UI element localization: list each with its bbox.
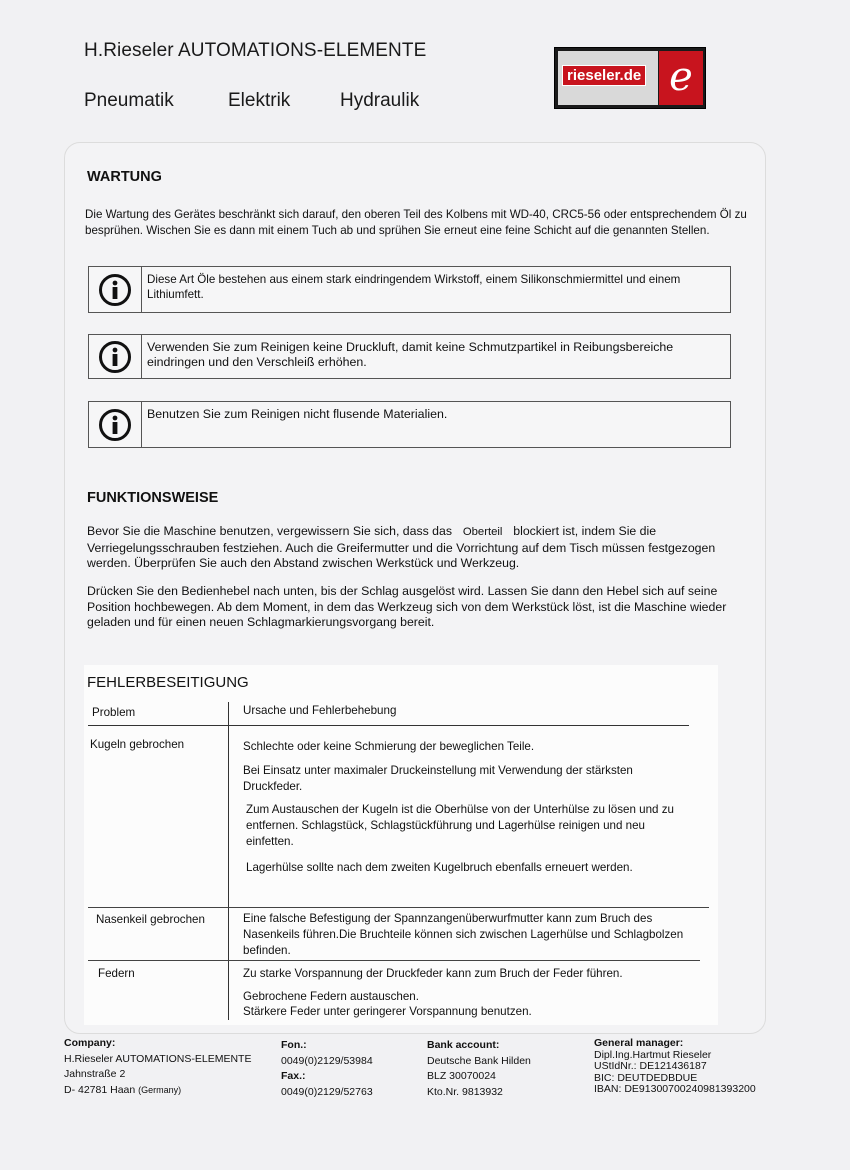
cause-text: Zum Austauschen der Kugeln ist die Oberhülse von der Unterhülse zu lösen und zu entfernen. Schlagstück, Schlagstückführung und Lagerhülse reinigen und neu einfetten. xyxy=(246,803,674,848)
company-title: H.Rieseler AUTOMATIONS-ELEMENTE xyxy=(84,40,427,61)
table-header-rule xyxy=(88,725,689,726)
wartung-heading: WARTUNG xyxy=(87,169,162,185)
table-column-divider xyxy=(228,702,229,1020)
footer-manager: General manager: Dipl.Ing.Hartmut Rieseler UStIdNr.: DE121436187 BIC: DEUTDEDBDUE IBAN: DE91300700240981393200 xyxy=(594,1037,756,1095)
info-note-text: Verwenden Sie zum Reinigen keine Druckluft, damit keine Schmutzpartikel in Reibungsbereiche eindringen und den Verschleiß erhöhen. xyxy=(147,340,674,369)
info-note-3 xyxy=(88,401,731,448)
footer-company: Company: H.Rieseler AUTOMATIONS-ELEMENTE Jahnstraße 2 D- 42781 Haan (Germany) xyxy=(64,1037,252,1096)
cause-text: Bei Einsatz unter maximaler Druckeinstellung mit Verwendung der stärksten Druckfeder. xyxy=(243,764,633,793)
problem-nasenkeil: Nasenkeil gebrochen xyxy=(96,913,205,926)
cause-text: Zu starke Vorspannung der Druckfeder kann zum Bruch der Feder führen. xyxy=(243,967,623,980)
info-note-text: Benutzen Sie zum Reinigen nicht flusende Materialien. xyxy=(147,407,448,421)
highlight-oberteil: Oberteil xyxy=(462,526,503,538)
fehler-heading: FEHLERBESEITIGUNG xyxy=(87,674,249,691)
col-header-problem: Problem xyxy=(92,706,136,719)
wartung-text: Die Wartung des Gerätes beschränkt sich darauf, den oberen Teil des Kolbens mit WD-40, CRC5-56 oder entsprechendem Öl zu besprühen. Wischen Sie es dann mit einem Tuch ab und sprühen Sie erneut eine feine Schicht auf die genannten Stellen. xyxy=(85,208,747,237)
table-row-rule xyxy=(88,960,700,961)
rieseler-logo[interactable] xyxy=(554,47,706,109)
footer-contact: Fon.: 0049(0)2129/53984 Fax.: 0049(0)2129/52763 xyxy=(281,1039,373,1098)
info-icon xyxy=(89,402,142,447)
category-pneumatik: Pneumatik xyxy=(84,90,174,111)
funktion-heading: FUNKTIONSWEISE xyxy=(87,490,219,506)
info-note-1 xyxy=(88,266,731,313)
table-row-rule xyxy=(88,907,709,908)
cause-text: Eine falsche Befestigung der Spannzangenüberwurfmutter kann zum Bruch des Nasenkeils führen.Die Bruchteile können sich zwischen Lagerhülse und Schlagbolzen befinden. xyxy=(243,912,684,957)
category-hydraulik: Hydraulik xyxy=(340,90,420,111)
info-icon xyxy=(89,267,142,312)
funktion-paragraph-1: Bevor Sie die Maschine benutzen, vergewissern Sie sich, dass das Oberteil blockiert ist, indem Sie die Verriegelungsschrauben festziehen. Auch die Greifermutter und die Vorrichtung auf dem Tisch müssen festgezogen werden. Überprüfen Sie auch den Abstand zwischen Werkstück und Werkzeug. xyxy=(87,524,716,570)
cause-text: Schlechte oder keine Schmierung der beweglichen Teile. xyxy=(243,740,535,753)
cause-text: Lagerhülse sollte nach dem zweiten Kugelbruch ebenfalls erneuert werden. xyxy=(246,861,633,874)
col-header-cause: Ursache und Fehlerbehebung xyxy=(243,704,397,717)
funktion-paragraph-2: Drücken Sie den Bedienhebel nach unten, bis der Schlag ausgelöst wird. Lassen Sie dann den Hebel sich auf seine Position hochbewegen. Ab dem Moment, in dem das Werkzeug sich von dem Werkstück löst, ist die Maschine wieder geladen und für einen neuen Schlagmarkierungsvorgang bereit. xyxy=(87,584,727,629)
logo-text: rieseler.de xyxy=(562,65,646,86)
cause-text: Stärkere Feder unter geringerer Vorspannung benutzen. xyxy=(243,1005,532,1018)
info-icon xyxy=(89,335,142,378)
problem-kugeln: Kugeln gebrochen xyxy=(90,738,185,751)
logo-e-icon: e xyxy=(659,51,703,105)
info-note-text: Diese Art Öle bestehen aus einem stark eindringendem Wirkstoff, einem Silikonschmiermittel und einem Lithiumfett. xyxy=(147,273,681,301)
cause-text: Gebrochene Federn austauschen. xyxy=(243,990,419,1003)
info-note-2 xyxy=(88,334,731,379)
category-elektrik: Elektrik xyxy=(228,90,291,111)
problem-federn: Federn xyxy=(98,967,135,980)
footer-bank: Bank account: Deutsche Bank Hilden BLZ 30070024 Kto.Nr. 9813932 xyxy=(427,1039,531,1098)
